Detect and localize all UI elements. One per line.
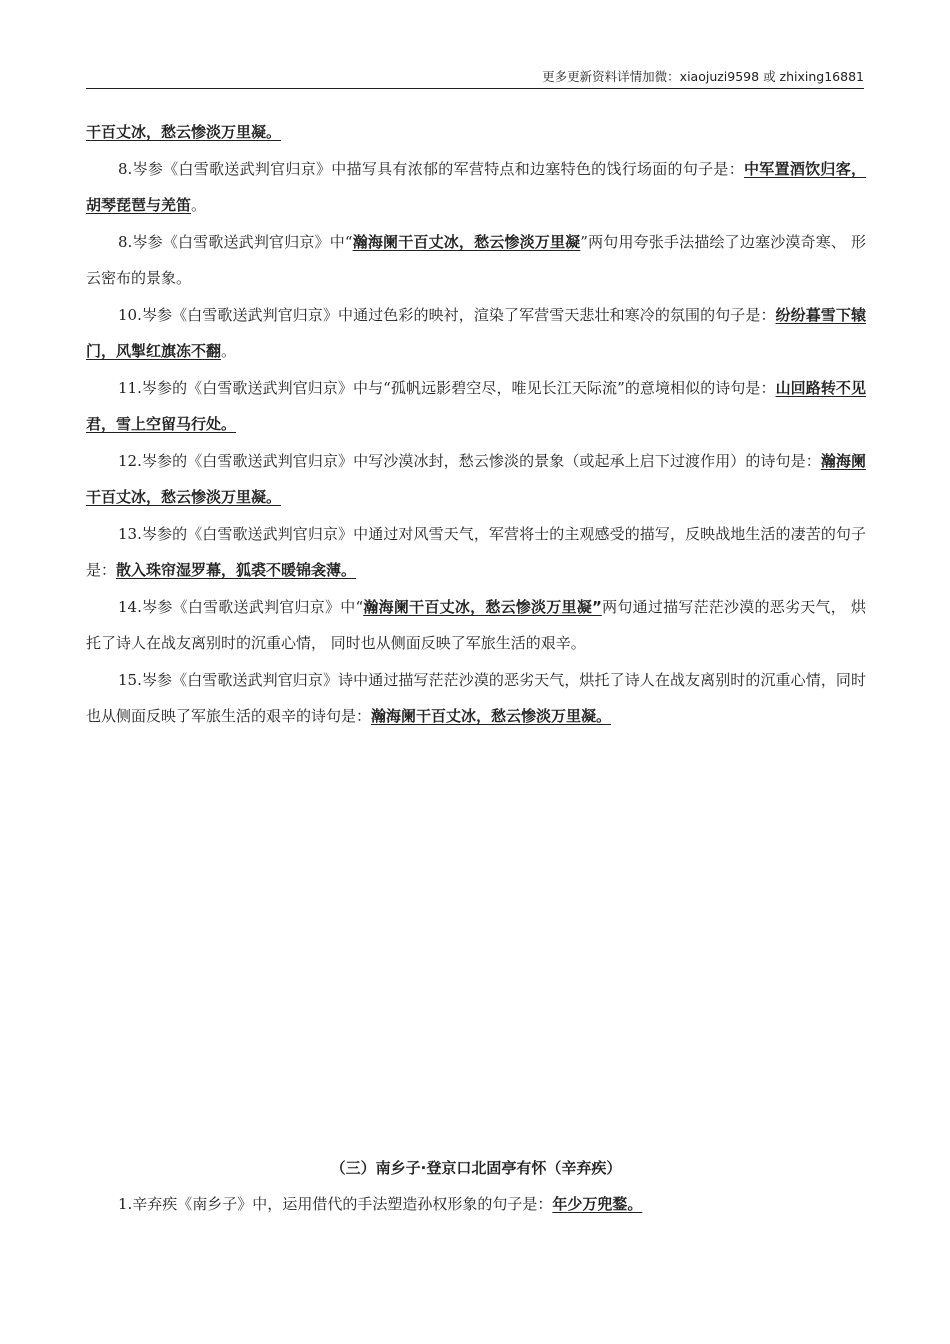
- answer-text: 瀚海阑干百丈冰，愁云惨淡万里凝: [352, 232, 581, 251]
- question-text: 1.辛弃疾《南乡子》中，运用借代的手法塑造孙权形象的句子是：: [118, 1195, 553, 1213]
- answer-text: 纷纷暮雪下辕门，风掣红旗冻不翻: [86, 305, 866, 360]
- trailing-text: 。: [221, 342, 237, 360]
- list-item: [86, 662, 866, 735]
- list-item: [86, 443, 866, 516]
- list-item: [86, 224, 866, 297]
- question-text: 12.岑参的《白雪歌送武判官归京》中写沙漠冰封，愁云惨淡的景象（或起承上启下过渡作用）的诗句是：: [118, 451, 821, 470]
- list-item: [86, 589, 866, 662]
- question-text: 15.岑参《白雪歌送武判官归京》诗中通过描写茫茫沙漠的恶劣天气，烘托了诗人在战友离别时的沉重心情，同时也从侧面反映了军旅生活的艰辛的诗句是：: [86, 670, 866, 725]
- list-item: [86, 370, 866, 443]
- list-item: [86, 114, 866, 151]
- answer-text: 散入珠帘湿罗幕，狐裘不暖锦衾薄。: [116, 561, 357, 579]
- section-title: （三）南乡子·登京口北固亭有怀（辛弃疾）: [330, 1159, 622, 1177]
- list-item: [86, 1186, 866, 1222]
- list-item: [86, 297, 866, 370]
- question-text: 8.岑参《白雪歌送武判官归京》中描写具有浓郁的军营特点和边塞特色的饯行场面的句子是：: [118, 159, 744, 178]
- trailing-text: 。: [191, 196, 207, 214]
- answer-text: 瀚海阑干百丈冰，愁云惨淡万里凝”: [363, 597, 602, 616]
- answer-text: 山回路转不见君，雪上空留马行处。: [86, 378, 866, 433]
- answer-text: 年少万兜鍪。: [552, 1195, 643, 1213]
- question-list: [86, 114, 866, 735]
- section-nanxiangzi: [86, 1150, 866, 1222]
- question-text: 13.岑参的《白雪歌送武判官归京》中通过对风雪天气，军营将士的主观感受的描写，反映战地生活的凄苦的句子是：: [86, 524, 866, 579]
- question-text: 14.岑参《白雪歌送武判官归京》中“: [118, 597, 364, 616]
- answer-text: 瀚海阑干百丈冰，愁云惨淡万里凝。: [86, 451, 866, 506]
- list-item: [86, 516, 866, 589]
- answer-text: 干百丈冰，愁云惨淡万里凝。: [86, 123, 282, 141]
- answer-text: 瀚海阑干百丈冰，愁云惨淡万里凝。: [371, 707, 612, 725]
- list-item: [86, 151, 866, 224]
- question-text: 8.岑参《白雪歌送武判官归京》中“: [118, 232, 353, 251]
- trailing-text: ”两句用夸张手法描绘了边塞沙漠奇寒、 形云密布的景象。: [86, 232, 866, 287]
- question-text: 11.岑参的《白雪歌送武判官归京》中与“孤帆远影碧空尽，唯见长江天际流”的意境相似的诗句是：: [118, 378, 776, 397]
- answer-text: 中军置酒饮归客，胡琴琵琶与羌笛: [86, 159, 866, 214]
- page-header: [86, 68, 864, 89]
- question-text: 10.岑参《白雪歌送武判官归京》中通过色彩的映衬，渲染了军营雪天悲壮和寒冷的氛围的句子是：: [118, 305, 776, 324]
- header-text: 更多更新资料详情加微：xiaojuzi9598 或 zhixing16881: [542, 69, 864, 84]
- trailing-text: 两句通过描写茫茫沙漠的恶劣天气， 烘托了诗人在战友离别时的沉重心情， 同时也从侧面反映了军旅生活的艰辛。: [86, 597, 866, 652]
